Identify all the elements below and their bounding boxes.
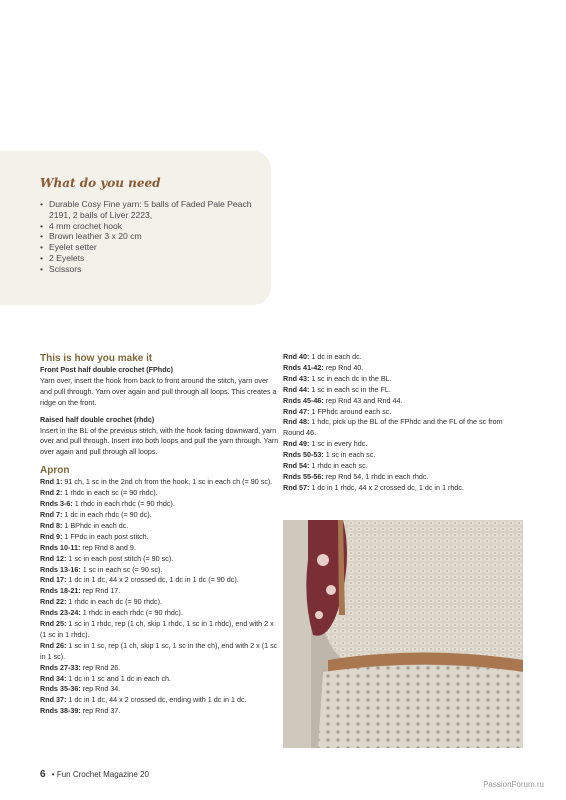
pattern-row-text: rep Rnd 17. (80, 586, 121, 596)
pattern-row-text: 1 rhdc in each dc (= 90 rhdc). (66, 597, 163, 607)
pattern-row-text: 1 dc in each rhdc (= 90 dc). (62, 509, 152, 519)
pattern-row-text: 1 sc in every hdc. (309, 439, 368, 449)
pattern-row-text: rep Rnd 43 and Rnd 44. (323, 395, 403, 405)
materials-item: • Scissors (40, 264, 265, 275)
pattern-row-label: Rnds 10-11: (40, 542, 81, 552)
materials-title: What do you need (40, 176, 161, 190)
pattern-row (283, 450, 523, 461)
pattern-row-text: 1 sc in each sc in the FL. (309, 384, 391, 394)
pattern-row (40, 706, 280, 717)
pattern-row (40, 565, 280, 576)
pattern-row-label: Rnd 2: (40, 488, 63, 498)
pattern-row-label: Rnds 3-6: (40, 499, 73, 509)
pattern-row (40, 684, 280, 695)
apron-heading: Apron (40, 465, 70, 477)
pattern-row (283, 352, 523, 363)
pattern-row (40, 532, 280, 543)
pattern-row-label: Rnd 34: (40, 673, 67, 683)
pattern-row-text: 1 dc in 1 rhdc, 44 x 2 crossed dc, 1 dc in 1 rhdc. (309, 482, 464, 492)
pattern-row-text: rep Rnd 34. (80, 684, 121, 694)
rhdc-heading: Raised half double crochet (rhdc) (40, 414, 155, 424)
pattern-row (40, 695, 280, 706)
pattern-row-label: Rnds 27-33: (40, 662, 81, 672)
how-to-heading: This is how you make it (40, 353, 153, 364)
page-footer (40, 769, 149, 780)
pattern-row-label: Rnds 18-21: (40, 586, 81, 596)
pattern-row (283, 417, 523, 439)
materials-item: • Durable Cosy Fine yarn: 5 balls of Faded Pale Peach 2191, 2 balls of Liver 2223, (40, 199, 265, 221)
apron-rows-left (40, 477, 280, 717)
pattern-row-label: Rnd 12: (40, 553, 67, 563)
pattern-row-label: Rnd 8: (40, 520, 63, 530)
pattern-row-text: 1 dc in each dc. (309, 352, 362, 361)
pattern-row-label: Rnds 45-46: (283, 395, 324, 405)
pattern-row-label: Rnd 7: (40, 509, 63, 519)
fphdc-heading: Front Post half double crochet (FPhdc) (40, 365, 173, 374)
pattern-row-text: 1 sc in each sc. (323, 450, 376, 460)
pattern-row (40, 499, 280, 510)
pattern-row-text: 1 dc in 1 sc and 1 dc in each ch. (66, 673, 172, 683)
pattern-row-text: 1 dc in 1 dc, 44 x 2 crossed dc, 1 dc in 1 dc (= 90 dc). (66, 575, 239, 585)
pattern-row (283, 396, 523, 407)
pattern-row-text: rep Rnd 40. (323, 362, 364, 372)
pattern-row-label: Rnd 57: (283, 482, 310, 492)
materials-item: • Brown leather 3 x 20 cm (40, 231, 265, 242)
pattern-row-text: 1 sc in each post stitch (= 90 sc). (66, 553, 174, 563)
pattern-row-label: Rnd 48: (283, 417, 310, 427)
page-number: 6 (40, 769, 46, 780)
pattern-row-label: Rnds 23-24: (40, 608, 81, 618)
pattern-row (40, 521, 280, 532)
footer-bullet: • (51, 770, 55, 779)
instructions-right-column (283, 352, 523, 494)
pattern-row-label: Rnds 50-53: (283, 450, 324, 460)
pattern-row (40, 641, 280, 663)
pattern-row-text: 1 sc in 1 rhdc, rep (1 ch, skip 1 rhdc, 1 sc in 1 rhdc), end with 2 x (1 sc in 1 rhdc). (40, 619, 274, 639)
pattern-row-label: Rnd 43: (283, 373, 310, 383)
pattern-row (40, 488, 280, 499)
pattern-row (283, 461, 523, 472)
pattern-row (40, 674, 280, 685)
magazine-name: Fun Crochet Magazine 20 (56, 770, 149, 779)
pattern-row-label: Rnd 54: (283, 461, 310, 471)
pattern-row-text: 1 sc in 1 sc, rep (1 ch, skip 1 sc, 1 sc in the ch), end with 2 x (1 sc in 1 sc). (40, 640, 278, 661)
pattern-row (283, 472, 523, 483)
pattern-row (283, 439, 523, 450)
pattern-row (40, 575, 280, 586)
pattern-row-label: Rnds 38-39: (40, 706, 81, 716)
pattern-row-label: Rnd 9: (40, 531, 63, 541)
photo-illustration (283, 520, 523, 748)
pattern-row-text: 1 rhdc in each sc. (309, 461, 368, 471)
materials-item: • Eyelet setter (40, 242, 265, 253)
pattern-row-text: 1 rhdc in each rhdc (= 90 rhdc). (72, 499, 175, 509)
pattern-row-text: rep Rnd 37. (80, 706, 121, 716)
pattern-row-label: Rnd 47: (283, 406, 310, 416)
pattern-row-text: 1 sc in each dc in the BL. (309, 373, 392, 383)
pattern-row-text: rep Rnd 26. (80, 662, 121, 672)
pattern-row (283, 483, 523, 494)
pattern-row-label: Rnds 35-36: (40, 684, 81, 694)
pattern-row (40, 543, 280, 554)
pattern-row-text: rep Rnd 54, 1 rhdc in each rhdc. (323, 471, 429, 481)
pattern-row-label: Rnd 37: (40, 695, 67, 705)
pattern-row-text: 91 ch, 1 sc in the 2nd ch from the hook, 1 sc in each ch (= 90 sc). (62, 477, 273, 487)
pattern-row-text: 1 FPhdc around each sc. (309, 406, 392, 416)
rhdc-text: Insert in the BL of the previous stitch, with the hook facing downward, yarn over and pull through. Insert into both loops and pull the yarn through. Yarn over again and pull through all loops. (40, 425, 279, 457)
pattern-row-text: 1 sc in each sc (= 90 sc). (80, 564, 163, 574)
pattern-row-text: 1 hdc, pick up the BL of the FPhdc and the FL of the sc from Round 46. (283, 417, 503, 438)
pattern-row-text: 1 BPhdc in each dc. (62, 520, 129, 530)
pattern-row (283, 407, 523, 418)
materials-item: • 4 mm crochet hook (40, 221, 265, 232)
pattern-row (40, 608, 280, 619)
pattern-row (283, 385, 523, 396)
pattern-row-text: 1 rhdc in each sc (= 90 rhdc). (62, 488, 158, 498)
pattern-row-label: Rnd 25: (40, 619, 67, 629)
pattern-row-label: Rnd 44: (283, 384, 310, 394)
pattern-row (40, 554, 280, 565)
watermark: PassionForum.ru (483, 780, 544, 789)
pattern-row (40, 510, 280, 521)
pattern-row (40, 477, 280, 488)
pattern-row-label: Rnds 13-16: (40, 564, 81, 574)
pattern-row-label: Rnd 49: (283, 439, 310, 449)
pattern-row (283, 374, 523, 385)
pattern-row-label: Rnd 26: (40, 640, 67, 650)
crochet-bag-photo (283, 520, 523, 748)
pattern-row-text: 1 rhdc in each rhdc (= 90 rhdc). (80, 608, 183, 618)
pattern-row-label: Rnd 22: (40, 597, 67, 607)
pattern-row-label: Rnds 55-56: (283, 471, 324, 481)
pattern-row-label: Rnd 17: (40, 575, 67, 585)
pattern-row-text: 1 dc in 1 dc, 44 x 2 crossed dc, ending with 1 dc in 1 dc. (66, 695, 247, 705)
fphdc-text: Yarn over, insert the hook from back to front around the stitch, yarn over and pull through. Yarn over again and pull through all loops. This creates a ridge on the front. (40, 375, 277, 407)
pattern-row (40, 586, 280, 597)
pattern-row-text: rep Rnd 8 and 9. (80, 542, 136, 552)
pattern-row-label: Rnd 1: (40, 477, 63, 487)
apron-rows-right (283, 352, 523, 494)
instructions-left-column (40, 352, 280, 717)
pattern-row-text: 1 FPdc in each post stitch. (62, 531, 149, 541)
pattern-row (40, 663, 280, 674)
pattern-row-label: Rnds 41-42: (283, 362, 324, 372)
materials-list (40, 199, 265, 275)
pattern-row (40, 619, 280, 641)
pattern-row (40, 597, 280, 608)
materials-item: • 2 Eyelets (40, 253, 265, 264)
pattern-row-label: Rnd 40: (283, 352, 310, 361)
pattern-row (283, 363, 523, 374)
